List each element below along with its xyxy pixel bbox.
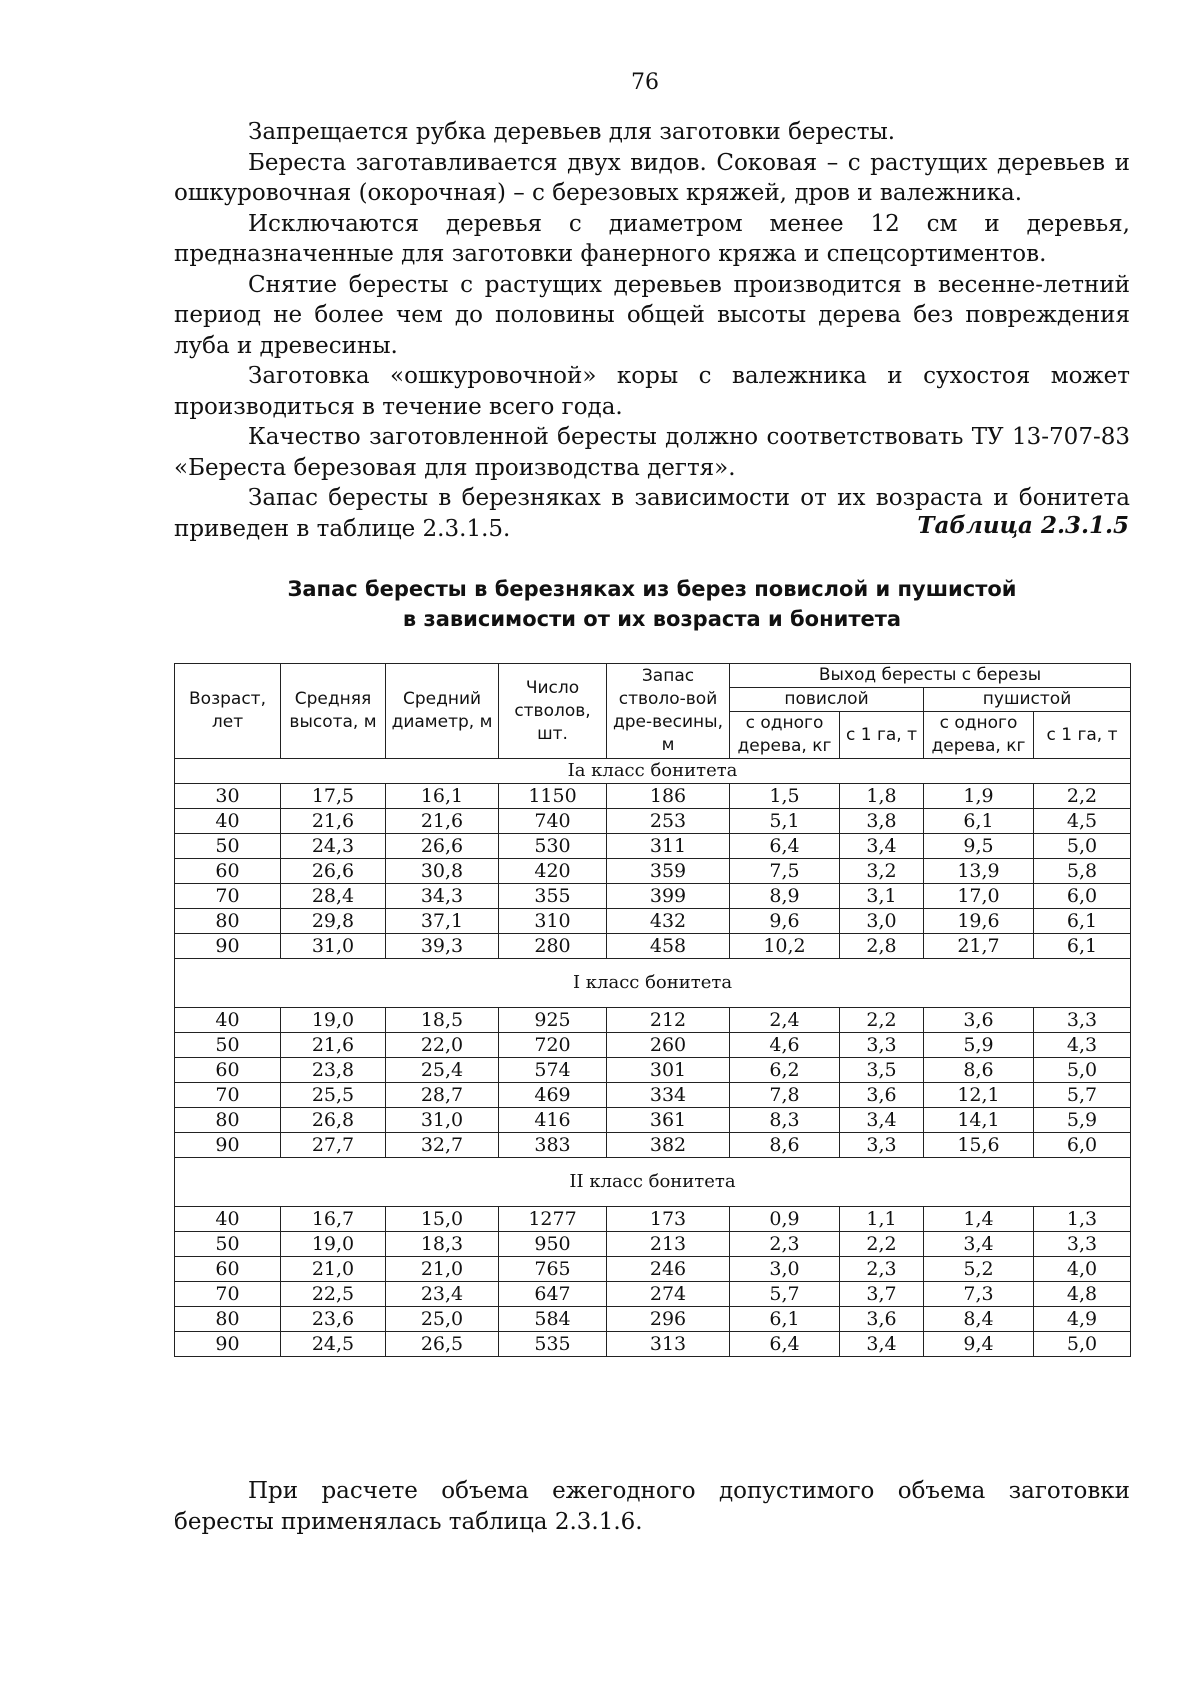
table-cell: 416	[499, 1108, 607, 1133]
paragraph: Запас бересты в березняках в зависимости от их возраста и бонитета приведен в таблице 2.3.1.5.	[174, 485, 1130, 542]
table-cell: 16,1	[386, 784, 499, 809]
table-cell: 6,4	[730, 1332, 840, 1357]
table-label: Таблица 2.3.1.5	[917, 512, 1129, 539]
table-cell: 60	[175, 1257, 281, 1282]
table-cell: 6,1	[730, 1307, 840, 1332]
table-cell: 1,4	[924, 1207, 1034, 1232]
table-cell: 5,1	[730, 809, 840, 834]
birch-bark-table	[174, 663, 1131, 1357]
table-cell: 2,4	[730, 1008, 840, 1033]
table-cell: 18,3	[386, 1232, 499, 1257]
table-cell: 3,7	[840, 1282, 924, 1307]
section-title: II класс бонитета	[175, 1158, 1131, 1207]
table-cell: 37,1	[386, 909, 499, 934]
table-cell: 21,0	[281, 1257, 386, 1282]
table-cell: 40	[175, 1207, 281, 1232]
table-cell: 29,8	[281, 909, 386, 934]
table-cell: 19,0	[281, 1232, 386, 1257]
table-cell: 5,9	[1034, 1108, 1131, 1133]
table-cell: 3,5	[840, 1058, 924, 1083]
table-cell: 420	[499, 859, 607, 884]
table-row	[175, 859, 1131, 884]
table-cell: 25,0	[386, 1307, 499, 1332]
table-cell: 355	[499, 884, 607, 909]
table-cell: 21,0	[386, 1257, 499, 1282]
table-cell: 24,5	[281, 1332, 386, 1357]
paragraph: Запрещается рубка деревьев для заготовки бересты.	[248, 119, 896, 145]
table-cell: 3,3	[840, 1133, 924, 1158]
table-cell: 50	[175, 834, 281, 859]
table-cell: 9,4	[924, 1332, 1034, 1357]
table-cell: 21,6	[386, 809, 499, 834]
table-cell: 3,3	[840, 1033, 924, 1058]
table-cell: 23,8	[281, 1058, 386, 1083]
table-cell: 3,3	[1034, 1232, 1131, 1257]
paragraph: Береста заготавливается двух видов. Соковая – с растущих деревьев и ошкуровочная (окорочная) – с березовых кряжей, дров и валежника.	[174, 149, 1130, 206]
table-cell: 3,4	[840, 1108, 924, 1133]
table-cell: 6,1	[1034, 934, 1131, 959]
paragraph: Заготовка «ошкуровочной» коры с валежника и сухостоя может производиться в течение всего года.	[174, 363, 1130, 420]
table-row	[175, 834, 1131, 859]
table-cell: 6,1	[924, 809, 1034, 834]
table-cell: 30,8	[386, 859, 499, 884]
table-cell: 80	[175, 1307, 281, 1332]
section-row	[175, 1158, 1131, 1207]
table-cell: 31,0	[386, 1108, 499, 1133]
table-cell: 24,3	[281, 834, 386, 859]
header-pendula: повислой	[730, 688, 924, 712]
table-cell: 4,9	[1034, 1307, 1131, 1332]
paragraph: Исключаются деревья с диаметром менее 12 см и деревья, предназначенные для заготовки фанерного кряжа и спецсортиментов.	[174, 210, 1130, 267]
table-body	[175, 759, 1131, 1357]
table-cell: 399	[607, 884, 730, 909]
table-cell: 22,0	[386, 1033, 499, 1058]
table-cell: 311	[607, 834, 730, 859]
header-per-ha-pubescens: с 1 га, т	[1034, 712, 1131, 759]
table-cell: 90	[175, 934, 281, 959]
table-cell: 60	[175, 1058, 281, 1083]
table-cell: 535	[499, 1332, 607, 1357]
table-cell: 359	[607, 859, 730, 884]
table-cell: 21,6	[281, 809, 386, 834]
table-cell: 6,0	[1034, 884, 1131, 909]
table-cell: 2,3	[730, 1232, 840, 1257]
table-cell: 3,0	[730, 1257, 840, 1282]
table-cell: 14,1	[924, 1108, 1034, 1133]
table-row	[175, 1282, 1131, 1307]
table-cell: 212	[607, 1008, 730, 1033]
paragraph: Снятие бересты с растущих деревьев производится в весенне-летний период не более чем до половины общей высоты дерева без повреждения луба и древесины.	[174, 271, 1130, 359]
table-cell: 3,4	[840, 1332, 924, 1357]
table-cell: 458	[607, 934, 730, 959]
table-cell: 469	[499, 1083, 607, 1108]
table-cell: 26,8	[281, 1108, 386, 1133]
table-cell: 1,9	[924, 784, 1034, 809]
table-cell: 27,7	[281, 1133, 386, 1158]
table-cell: 584	[499, 1307, 607, 1332]
table-cell: 70	[175, 1083, 281, 1108]
table-cell: 720	[499, 1033, 607, 1058]
table-cell: 3,6	[840, 1083, 924, 1108]
section-row	[175, 959, 1131, 1008]
header-pubescens: пушистой	[924, 688, 1131, 712]
table-row	[175, 934, 1131, 959]
table-cell: 6,2	[730, 1058, 840, 1083]
table-cell: 574	[499, 1058, 607, 1083]
table-cell: 21,6	[281, 1033, 386, 1058]
table-cell: 70	[175, 1282, 281, 1307]
section-title: Iа класс бонитета	[175, 759, 1131, 784]
table-cell: 1,3	[1034, 1207, 1131, 1232]
table-cell: 2,8	[840, 934, 924, 959]
table-cell: 22,5	[281, 1282, 386, 1307]
table-cell: 17,0	[924, 884, 1034, 909]
table-cell: 30	[175, 784, 281, 809]
table-cell: 4,3	[1034, 1033, 1131, 1058]
section-title: I класс бонитета	[175, 959, 1131, 1008]
table-title	[174, 574, 1130, 634]
table-cell: 5,0	[1034, 834, 1131, 859]
table-cell: 246	[607, 1257, 730, 1282]
table-cell: 3,2	[840, 859, 924, 884]
table-cell: 6,0	[1034, 1133, 1131, 1158]
table-cell: 6,1	[1034, 909, 1131, 934]
table-cell: 361	[607, 1108, 730, 1133]
table-cell: 4,0	[1034, 1257, 1131, 1282]
table-row	[175, 1232, 1131, 1257]
table-cell: 3,1	[840, 884, 924, 909]
closing-text	[174, 1476, 1130, 1537]
table-cell: 17,5	[281, 784, 386, 809]
header-stock: Запас стволо-вой дре-весины, м	[607, 664, 730, 759]
table-cell: 19,0	[281, 1008, 386, 1033]
table-cell: 5,7	[1034, 1083, 1131, 1108]
header-per-tree-pubescens: с одного дерева, кг	[924, 712, 1034, 759]
table-cell: 4,5	[1034, 809, 1131, 834]
paragraph: Качество заготовленной бересты должно соответствовать ТУ 13-707-83 «Береста березовая для производства дегтя».	[174, 424, 1130, 481]
table-cell: 296	[607, 1307, 730, 1332]
table-cell: 740	[499, 809, 607, 834]
table-cell: 18,5	[386, 1008, 499, 1033]
table-cell: 334	[607, 1083, 730, 1108]
table-cell: 2,3	[840, 1257, 924, 1282]
table-cell: 5,0	[1034, 1332, 1131, 1357]
table-cell: 2,2	[1034, 784, 1131, 809]
table-cell: 15,6	[924, 1133, 1034, 1158]
table-row	[175, 884, 1131, 909]
table-cell: 1,5	[730, 784, 840, 809]
table-cell: 90	[175, 1332, 281, 1357]
table-cell: 765	[499, 1257, 607, 1282]
table-cell: 8,3	[730, 1108, 840, 1133]
header-per-tree-pendula: с одного дерева, кг	[730, 712, 840, 759]
table-row	[175, 784, 1131, 809]
table-cell: 253	[607, 809, 730, 834]
table-cell: 26,6	[281, 859, 386, 884]
table-cell: 530	[499, 834, 607, 859]
table-cell: 3,6	[840, 1307, 924, 1332]
section-row	[175, 759, 1131, 784]
table-cell: 50	[175, 1232, 281, 1257]
table-cell: 3,8	[840, 809, 924, 834]
table-cell: 39,3	[386, 934, 499, 959]
table-cell: 313	[607, 1332, 730, 1357]
table-cell: 50	[175, 1033, 281, 1058]
paragraph: При расчете объема ежегодного допустимого объема заготовки бересты применялась таблица 2.3.1.6.	[174, 1478, 1130, 1535]
table-cell: 21,7	[924, 934, 1034, 959]
table-cell: 25,4	[386, 1058, 499, 1083]
table-cell: 19,6	[924, 909, 1034, 934]
table-cell: 7,3	[924, 1282, 1034, 1307]
table-cell: 1,1	[840, 1207, 924, 1232]
table-cell: 23,6	[281, 1307, 386, 1332]
table-cell: 280	[499, 934, 607, 959]
table-row	[175, 1058, 1131, 1083]
table-cell: 80	[175, 909, 281, 934]
table-cell: 8,4	[924, 1307, 1034, 1332]
table-cell: 9,6	[730, 909, 840, 934]
table-cell: 15,0	[386, 1207, 499, 1232]
table-cell: 310	[499, 909, 607, 934]
table-cell: 16,7	[281, 1207, 386, 1232]
table-cell: 60	[175, 859, 281, 884]
header-stems: Число стволов, шт.	[499, 664, 607, 759]
table-cell: 28,7	[386, 1083, 499, 1108]
table-cell: 5,7	[730, 1282, 840, 1307]
table-cell: 7,5	[730, 859, 840, 884]
table-cell: 6,4	[730, 834, 840, 859]
header-yield: Выход бересты с березы	[730, 664, 1131, 688]
table-cell: 7,8	[730, 1083, 840, 1108]
table-cell: 28,4	[281, 884, 386, 909]
table-cell: 3,0	[840, 909, 924, 934]
table-cell: 301	[607, 1058, 730, 1083]
table-row	[175, 1332, 1131, 1357]
table-cell: 26,5	[386, 1332, 499, 1357]
table-row	[175, 1008, 1131, 1033]
table-cell: 8,6	[924, 1058, 1034, 1083]
table-cell: 26,6	[386, 834, 499, 859]
table-cell: 1277	[499, 1207, 607, 1232]
table-cell: 4,6	[730, 1033, 840, 1058]
table-cell: 5,9	[924, 1033, 1034, 1058]
table-cell: 13,9	[924, 859, 1034, 884]
table-cell: 925	[499, 1008, 607, 1033]
table-cell: 10,2	[730, 934, 840, 959]
table-cell: 274	[607, 1282, 730, 1307]
table-cell: 1150	[499, 784, 607, 809]
table-row	[175, 1033, 1131, 1058]
header-height: Средняя высота, м	[281, 664, 386, 759]
table-cell: 8,9	[730, 884, 840, 909]
table-cell: 40	[175, 1008, 281, 1033]
table-cell: 2,2	[840, 1008, 924, 1033]
table-cell: 260	[607, 1033, 730, 1058]
table-cell: 12,1	[924, 1083, 1034, 1108]
table-cell: 5,0	[1034, 1058, 1131, 1083]
table-row	[175, 1083, 1131, 1108]
table-cell: 90	[175, 1133, 281, 1158]
table-cell: 3,6	[924, 1008, 1034, 1033]
table-cell: 5,8	[1034, 859, 1131, 884]
table-cell: 32,7	[386, 1133, 499, 1158]
table-cell: 382	[607, 1133, 730, 1158]
table-row	[175, 1108, 1131, 1133]
table-cell: 173	[607, 1207, 730, 1232]
table-row	[175, 1133, 1131, 1158]
table-cell: 23,4	[386, 1282, 499, 1307]
table-cell: 4,8	[1034, 1282, 1131, 1307]
table-row	[175, 1207, 1131, 1232]
table-title-line: Запас бересты в березняках из берез повислой и пушистой	[287, 577, 1017, 601]
header-per-ha-pendula: с 1 га, т	[840, 712, 924, 759]
table-cell: 1,8	[840, 784, 924, 809]
table-cell: 80	[175, 1108, 281, 1133]
table-cell: 0,9	[730, 1207, 840, 1232]
table-cell: 5,2	[924, 1257, 1034, 1282]
table-cell: 9,5	[924, 834, 1034, 859]
table-cell: 950	[499, 1232, 607, 1257]
table-cell: 213	[607, 1232, 730, 1257]
table-cell: 31,0	[281, 934, 386, 959]
table-cell: 2,2	[840, 1232, 924, 1257]
table-cell: 25,5	[281, 1083, 386, 1108]
table-cell: 34,3	[386, 884, 499, 909]
table-cell: 3,3	[1034, 1008, 1131, 1033]
table-cell: 3,4	[924, 1232, 1034, 1257]
table-cell: 8,6	[730, 1133, 840, 1158]
table-title-line: в зависимости от их возраста и бонитета	[402, 607, 902, 631]
table-row	[175, 809, 1131, 834]
header-age: Возраст, лет	[175, 664, 281, 759]
table-cell: 383	[499, 1133, 607, 1158]
table-row	[175, 1307, 1131, 1332]
table-cell: 40	[175, 809, 281, 834]
body-text	[174, 117, 1130, 544]
table-cell: 647	[499, 1282, 607, 1307]
page-number: 76	[631, 70, 659, 95]
table-cell: 3,4	[840, 834, 924, 859]
header-diameter: Средний диаметр, м	[386, 664, 499, 759]
table-cell: 186	[607, 784, 730, 809]
table-row	[175, 1257, 1131, 1282]
table-cell: 70	[175, 884, 281, 909]
table-row	[175, 909, 1131, 934]
table-cell: 432	[607, 909, 730, 934]
